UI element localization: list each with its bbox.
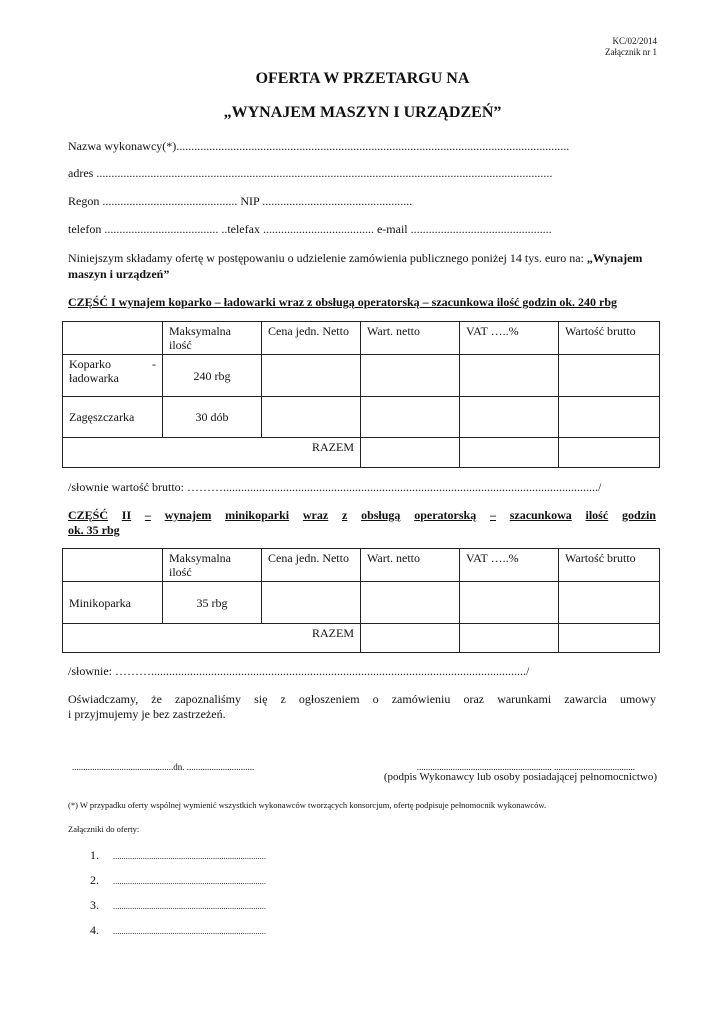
part1-total-row — [63, 438, 660, 468]
part2-heading-line2: ok. 35 rbg — [68, 523, 120, 537]
heading-word: II — [121, 508, 132, 522]
part2-total-row — [63, 624, 660, 653]
declaration-word: Oświadczamy, — [68, 692, 139, 706]
declaration-word: umowy — [619, 692, 656, 706]
reference-number: KC/02/2014 — [612, 36, 657, 46]
declaration-line2: i przyjmujemy je bez zastrzeżeń. — [68, 707, 226, 721]
intro-paragraph — [68, 250, 658, 282]
heading-word: wynajem — [164, 508, 212, 522]
attachment-line[interactable]: ........................................................................ — [113, 850, 266, 861]
row-qty: 30 dób — [163, 397, 262, 438]
row-vat-cell[interactable] — [460, 582, 559, 624]
part1-col-vat: VAT …..% — [460, 322, 559, 355]
table-row — [63, 355, 660, 397]
part2-heading — [68, 508, 656, 537]
row-gross-value-cell[interactable] — [559, 582, 660, 624]
row-net-value-cell[interactable] — [361, 582, 460, 624]
part1-table — [62, 321, 660, 468]
footnote: (*) W przypadku oferty wspólnej wymienić wszystkich wykonawców tworzących konsorcjum, ofertę podpisuje pełnomocnik wykonawców. — [68, 800, 547, 810]
row-net-value-cell[interactable] — [361, 397, 460, 438]
attachment-num: 2. — [90, 873, 99, 887]
part1-heading: CZĘŚĆ I wynajem koparko – ładowarki wraz z obsługą operatorską – szacunkowa ilość godzin ok. 240 rbg — [68, 295, 618, 309]
heading-word: ilość — [585, 508, 609, 522]
part1-col-net-value: Wart. netto — [361, 322, 460, 355]
document-title: OFERTA W PRZETARGU NA — [255, 70, 470, 87]
heading-word: godzin — [621, 508, 656, 522]
declaration-word: że — [151, 692, 162, 706]
declaration-line1 — [68, 692, 656, 707]
attachment-number: Załącznik nr 1 — [605, 47, 657, 57]
part1-col-gross-value: Wartość brutto — [559, 322, 660, 355]
declaration-word: oraz — [463, 692, 485, 706]
part2-col-vat: VAT …..% — [460, 549, 559, 582]
declaration-word: warunkami — [497, 692, 552, 706]
part2-heading-line1 — [68, 508, 656, 523]
part1-col-max-qty: Maksymalna ilość — [163, 322, 262, 355]
attachment-num: 4. — [90, 923, 99, 937]
row-vat-cell[interactable] — [460, 355, 559, 397]
part2-col-unit-price: Cena jedn. Netto — [262, 549, 361, 582]
total-vat-cell[interactable] — [460, 624, 559, 653]
heading-word: obsługą — [361, 508, 401, 522]
row-name: Minikoparka — [63, 582, 163, 624]
declaration-word: się — [254, 692, 268, 706]
place-date-field[interactable]: .............................................dn. .............................. — [72, 762, 255, 772]
attachment-num: 1. — [90, 848, 99, 862]
total-gross-value-cell[interactable] — [559, 438, 660, 468]
attachment-num: 3. — [90, 898, 99, 912]
address-field[interactable]: adres ........................................................................................................................................................ — [68, 166, 553, 180]
part2-col-gross-value: Wartość brutto — [559, 549, 660, 582]
part2-col-0 — [63, 549, 163, 582]
row-qty: 35 rbg — [163, 582, 262, 624]
row-unit-price-cell[interactable] — [262, 355, 361, 397]
attachment-line[interactable]: ........................................................................ — [113, 900, 266, 911]
attachment-line[interactable]: ........................................................................ — [113, 875, 266, 886]
intro-bold-1: „Wynajem — [586, 251, 643, 265]
part1-header-row — [63, 322, 660, 355]
row-name-part-a: Koparko — [69, 357, 111, 371]
attachment-item — [90, 893, 266, 918]
part2-col-max-qty: Maksymalna ilość — [163, 549, 262, 582]
heading-word: – — [489, 508, 496, 522]
phone-fax-email-field[interactable]: telefon ...................................... ..telefax ..................................... e-mail ............................................... — [68, 222, 552, 236]
total-net-value-cell[interactable] — [361, 624, 460, 653]
part1-col-unit-price: Cena jedn. Netto — [262, 322, 361, 355]
part2-words-field[interactable]: /słownie: ………............................................................................................................................./ — [68, 664, 530, 678]
signature-caption: (podpis Wykonawcy lub osoby posiadającej pełnomocnictwo) — [383, 771, 657, 783]
intro-text: Niniejszym składamy ofertę w postępowaniu o udzielenie zamówienia publicznego poniżej 14 tys. euro na: — [68, 251, 587, 265]
declaration-paragraph — [68, 692, 656, 722]
attachments-list — [90, 843, 266, 943]
table-row — [63, 397, 660, 438]
document-subtitle: „WYNAJEM MASZYN I URZĄDZEŃ” — [223, 104, 502, 121]
document-reference — [605, 36, 657, 58]
total-vat-cell[interactable] — [460, 438, 559, 468]
heading-word: minikoparki — [225, 508, 290, 522]
row-vat-cell[interactable] — [460, 397, 559, 438]
row-name-dash: - — [152, 357, 156, 371]
declaration-word: o — [372, 692, 379, 706]
heading-word: wraz — [302, 508, 329, 522]
declaration-word: zamówieniu — [391, 692, 451, 706]
intro-bold-2: maszyn i urządzeń” — [68, 267, 170, 281]
heading-word: operatorską — [414, 508, 477, 522]
row-name-cell — [63, 355, 163, 397]
heading-word: szacunkowa — [509, 508, 572, 522]
heading-word: z — [341, 508, 348, 522]
contractor-name-field[interactable]: Nazwa wykonawcy(*)................................................................................................................................... — [68, 139, 570, 153]
part2-table — [62, 548, 660, 653]
row-name: Zagęszczarka — [63, 397, 163, 438]
attachment-item — [90, 868, 266, 893]
signature-line[interactable]: ............................................................ .................................... — [416, 762, 635, 772]
declaration-word: zawarcia — [564, 692, 607, 706]
part2-total-label: RAZEM — [63, 624, 361, 653]
total-gross-value-cell[interactable] — [559, 624, 660, 653]
table-row — [63, 582, 660, 624]
declaration-word: z — [280, 692, 286, 706]
heading-word: – — [144, 508, 151, 522]
row-unit-price-cell[interactable] — [262, 582, 361, 624]
attachment-line[interactable]: ........................................................................ — [113, 925, 266, 936]
declaration-word: ogłoszeniem — [298, 692, 360, 706]
regon-nip-field[interactable]: Regon ............................................. NIP .................................................. — [68, 194, 413, 208]
heading-word: CZĘŚĆ — [68, 508, 109, 522]
part1-total-label: RAZEM — [63, 438, 361, 468]
attachment-item — [90, 918, 266, 943]
part2-header-row — [63, 549, 660, 582]
declaration-word: zapoznaliśmy — [175, 692, 241, 706]
part2-col-net-value: Wart. netto — [361, 549, 460, 582]
row-net-value-cell[interactable] — [361, 355, 460, 397]
row-gross-value-cell[interactable] — [559, 355, 660, 397]
row-gross-value-cell[interactable] — [559, 397, 660, 438]
row-name-part-b: ładowarka — [69, 371, 119, 385]
part1-words-field[interactable]: /słownie wartość brutto: ………............................................................................................................................./ — [68, 480, 602, 494]
attachments-label: Załączniki do oferty: — [68, 824, 140, 834]
attachment-item — [90, 843, 266, 868]
row-qty: 240 rbg — [163, 355, 262, 397]
row-unit-price-cell[interactable] — [262, 397, 361, 438]
part1-col-0 — [63, 322, 163, 355]
total-net-value-cell[interactable] — [361, 438, 460, 468]
